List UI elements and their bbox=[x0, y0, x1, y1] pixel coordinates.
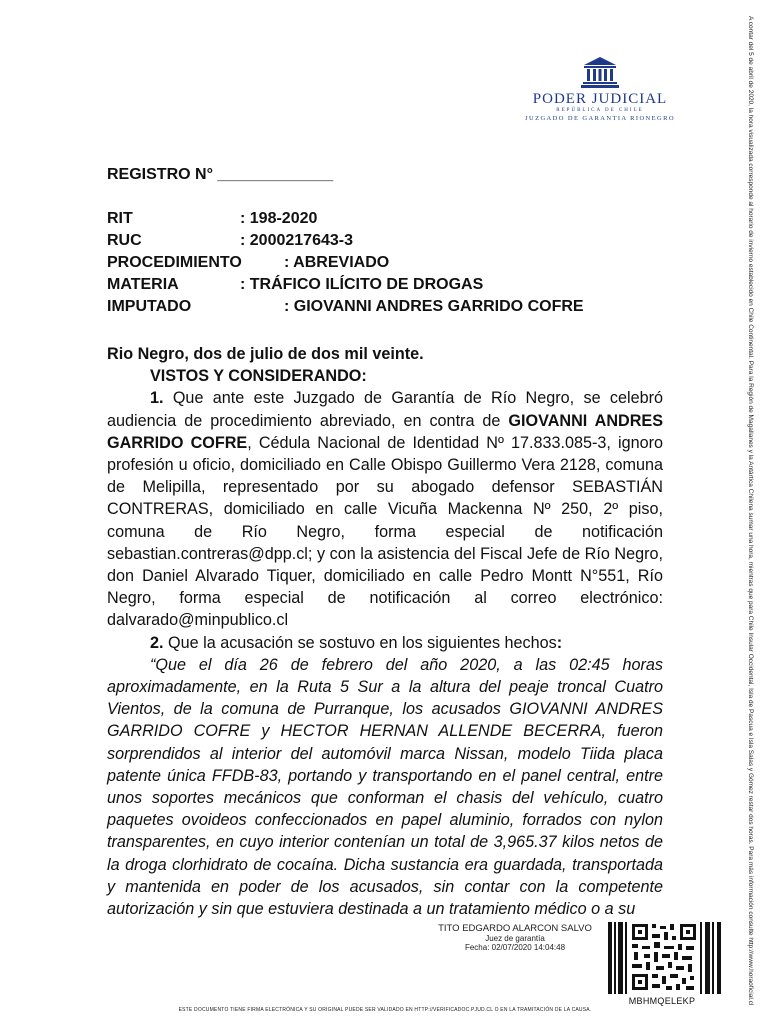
defendant-name: GIOVANNI ANDRES GARRIDO COFRE bbox=[107, 411, 663, 452]
field-value: : TRÁFICO ILÍCITO DE DROGAS bbox=[240, 276, 484, 293]
side-note-text: A contar del 5 de abril de 2020, la hora visualizada corresponde al horario de invierno establecido en Chile Continental. Para la Región de Magallanes y la Antártica Chilena sumar una hora, mientras que para Chile Insular Occidental, Isla de Pascua e Isla Salas y Gómez restar dos horas. Para más información consulte http://www.horaoficial.cl bbox=[747, 16, 754, 1006]
judge-role: Juez de garantía bbox=[485, 934, 545, 943]
paragraph-1 bbox=[107, 387, 663, 631]
field-value: : 198-2020 bbox=[240, 210, 318, 227]
vistos-heading: VISTOS Y CONSIDERANDO: bbox=[150, 367, 367, 386]
paragraph-colon: : bbox=[556, 633, 563, 652]
verification-code: MBHMQELEKP bbox=[628, 996, 696, 1006]
signature-date: Fecha: 02/07/2020 14:04:48 bbox=[464, 943, 566, 952]
field-materia bbox=[107, 276, 484, 294]
field-rit bbox=[107, 210, 318, 228]
judge-name: TITO EDGARDO ALARCON SALVO bbox=[438, 923, 592, 934]
field-label: RIT bbox=[107, 210, 133, 227]
accusation-quote: “Que el día 26 de febrero del año 2020, a las 02:45 horas aproximadamente, en la Ruta 5 Sur a la altura del peaje troncal Cuatro Vientos, de la comuna de Purranque, los acusados GIOVANNI ANDRES GARRIDO COFRE y HECTOR HERNAN ALLENDE BECERRA, fueron sorprendidos al interior del automóvil marca Nissan, modelo Tiida placa patente única FFDB-83, portando y transportando en el panel central, entre unos soportes mecánicos que conforman el chasis del vehículo, cuatro paquetes ovoideos confeccionados en papel aluminio, forrados con nylon transparentes, en cuyo interior contenían un total de 3,965.37 kilos netos de la droga clorhidrato de cocaína. Dicha sustancia era guardada, transportada y mantenida en poder de los acusados, sin contar con la competente autorización y sin que estuviera destinada a un tratamiento médico o a su bbox=[107, 655, 663, 919]
paragraph-2 bbox=[107, 632, 663, 654]
field-label: PROCEDIMIENTO bbox=[107, 254, 242, 271]
field-label: MATERIA bbox=[107, 276, 179, 293]
judge-signature bbox=[410, 923, 620, 952]
footer-note: ESTE DOCUMENTO TIENE FIRMA ELECTRÓNICA Y SU ORIGINAL PUEDE SER VALIDADO EN HTTP://VERIFICADOC.PJUD.CL O EN LA TRAMITACIÓN DE LA CAUSA. bbox=[178, 1007, 592, 1013]
org-title: PODER JUDICIAL bbox=[532, 91, 668, 107]
paragraph-text: , Cédula Nacional de Identidad Nº 17.833.085-3, ignoro profesión u oficio, domiciliado en Calle Obispo Guillermo Vera 2128, comuna de Melipilla, representado por su abogado defensor SEBASTIÁN CONTRERAS, domiciliado en calle Vicuña Mackenna Nº 250, 2º piso, comuna de Río Negro, forma especial de notificación sebastian.contreras@dpp.cl; y con la asistencia del Fiscal Jefe de Río Negro, don Daniel Alvarado Tiquer, domiciliado en calle Pedro Montt N°551, Río Negro, forma especial de notificación al correo electrónico: dalvarado@minpublico.cl bbox=[107, 433, 664, 630]
field-ruc bbox=[107, 232, 353, 250]
paragraph-number: 2. bbox=[150, 633, 164, 652]
field-label: IMPUTADO bbox=[107, 298, 192, 315]
paragraph-text: Que la acusación se sostuvo en los siguientes hechos bbox=[163, 633, 557, 652]
registro-number: REGISTRO N° _____________ bbox=[107, 166, 334, 183]
court-name: JUZGADO DE GARANTIA RIONEGRO bbox=[525, 115, 675, 122]
paragraph-text: Que ante este Juzgado de Garantía de Río Negro, se celebró audiencia de procedimiento abreviado, en contra de bbox=[107, 389, 663, 430]
org-subtitle: REPÚBLICA DE CHILE bbox=[556, 108, 644, 113]
field-label: RUC bbox=[107, 232, 142, 249]
timezone-side-note bbox=[744, 16, 756, 1016]
field-procedimiento bbox=[107, 254, 390, 272]
place-date: Rio Negro, dos de julio de dos mil veinte. bbox=[107, 345, 424, 363]
courthouse-icon bbox=[580, 55, 620, 89]
verification-qr-code bbox=[606, 920, 724, 996]
paragraph-number: 1. bbox=[150, 389, 164, 408]
poder-judicial-logo bbox=[515, 55, 685, 122]
field-imputado bbox=[107, 298, 584, 316]
field-value: : GIOVANNI ANDRES GARRIDO COFRE bbox=[284, 298, 584, 315]
field-value: : 2000217643-3 bbox=[240, 232, 353, 249]
resolution-body bbox=[107, 343, 663, 920]
field-value: : ABREVIADO bbox=[284, 254, 390, 271]
